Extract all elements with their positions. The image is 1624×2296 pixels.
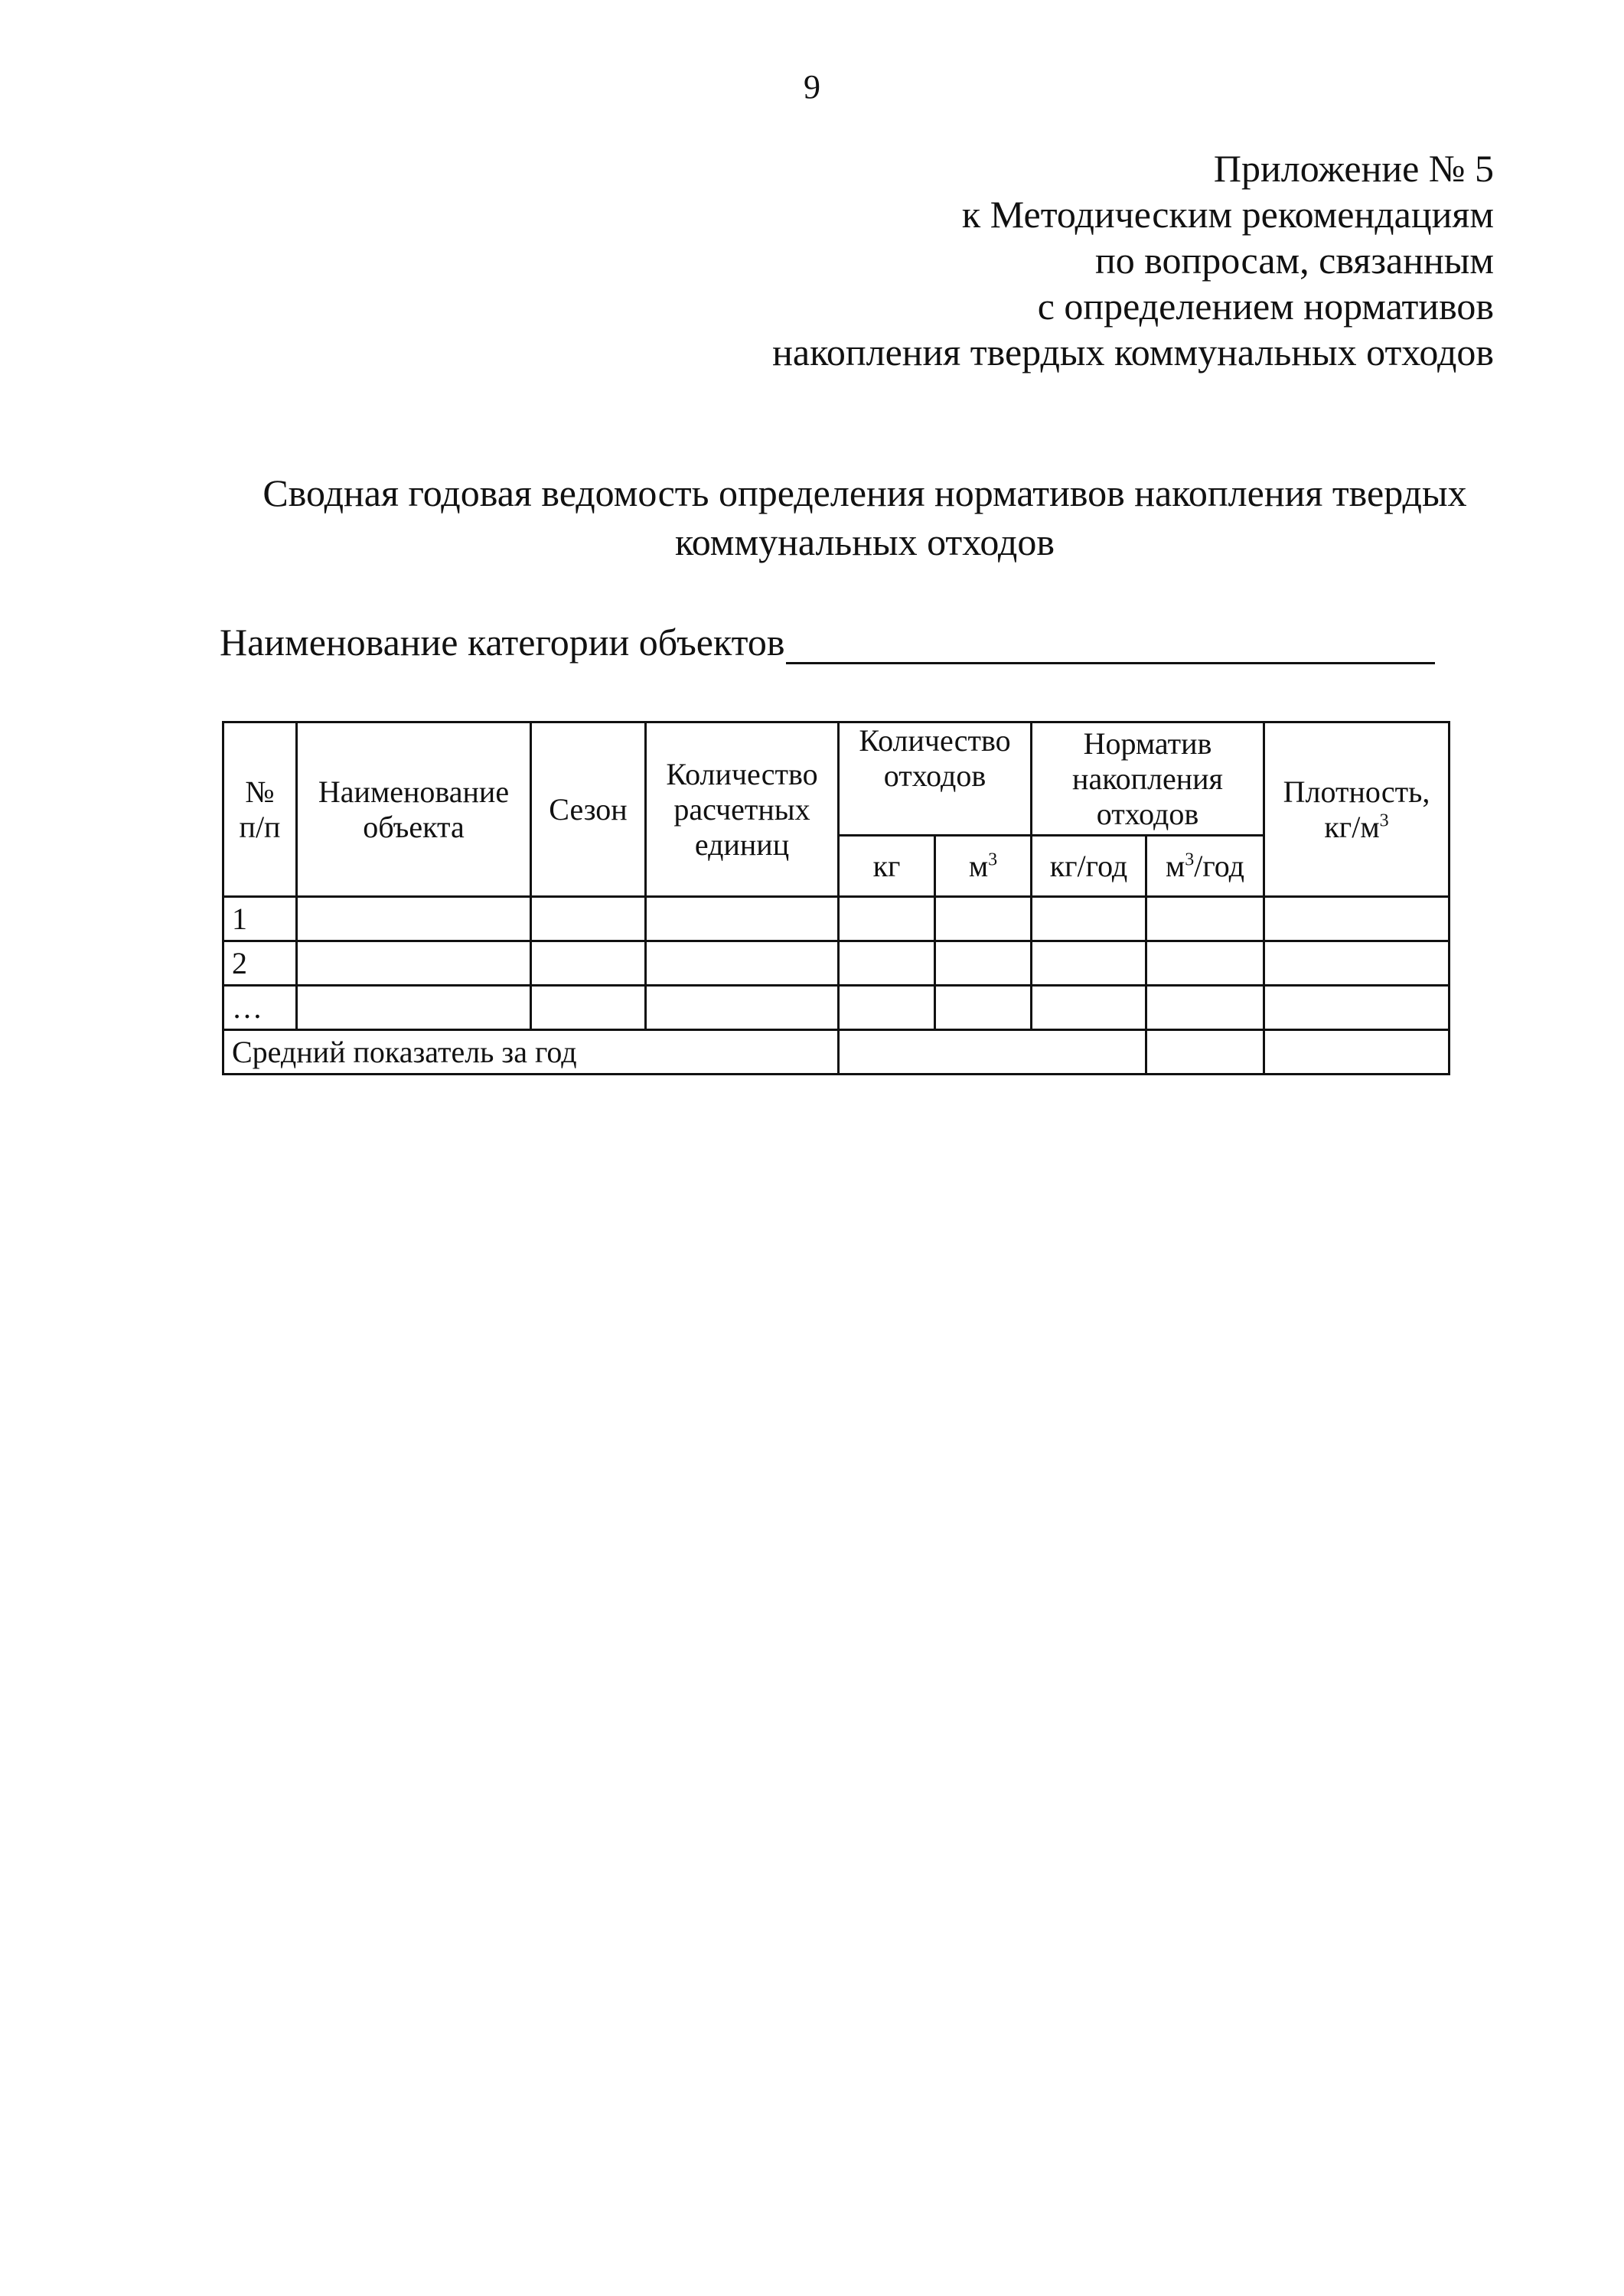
table-cell [1146,897,1264,941]
table-cell [839,897,935,941]
table-cell [935,986,1032,1030]
table-cell [531,897,646,941]
table-cell [297,986,531,1030]
header-text: № [245,774,275,809]
header-text: объекта [363,809,465,844]
table-cell [839,941,935,986]
header-text: отходов [883,758,986,793]
unit-text: м [1165,848,1185,883]
table-cell [1146,941,1264,986]
header-waste-amount [839,722,1032,836]
table-row [223,897,1450,941]
subheader-kg: кг [839,836,935,897]
table-cell [646,941,839,986]
header-season [531,722,646,897]
table-cell [531,986,646,1030]
appendix-line: с определением нормативов [1037,285,1494,328]
header-text: накопления [1072,761,1223,796]
row-number: … [223,986,297,1030]
superscript: 3 [1379,810,1389,831]
table-cell [1264,1030,1450,1075]
table-cell [1264,986,1450,1030]
unit-text: кг/м [1324,809,1380,844]
header-text: единиц [694,827,790,862]
row-number: 2 [223,941,297,986]
category-field [220,620,1435,664]
table-cell [297,941,531,986]
appendix-line: Приложение № 5 [1213,147,1494,190]
table-cell [935,941,1032,986]
table-cell [646,897,839,941]
table-cell [1146,1030,1264,1075]
footer-label: Средний показатель за год [223,1030,839,1075]
document-title [0,468,1624,566]
table-footer-row [223,1030,1450,1075]
table-cell [646,986,839,1030]
header-text: расчетных [673,791,810,827]
header-text [1268,810,1445,845]
table-cell [1264,897,1450,941]
table-cell [1032,941,1146,986]
header-num [223,722,297,897]
appendix-line: накопления твердых коммунальных отходов [772,331,1494,373]
superscript: 3 [1185,850,1195,870]
header-text: Сезон [549,791,628,827]
appendix-line: по вопросам, связанным [1095,239,1494,282]
header-text: Количество [859,723,1011,758]
table-cell [839,986,935,1030]
unit-text: /год [1194,848,1245,883]
header-text: Норматив [1083,726,1212,761]
table-cell [935,897,1032,941]
table-cell [1264,941,1450,986]
header-text: Плотность, [1283,774,1430,809]
page-number: 9 [804,68,820,106]
superscript: 3 [988,850,998,870]
appendix-line: к Методическим рекомендациям [961,193,1494,236]
header-density [1264,722,1450,897]
table-cell [1032,986,1146,1030]
subheader-m3-year [1146,836,1264,897]
header-object-name [297,722,531,897]
category-label: Наименование категории объектов [220,621,785,664]
table-cell [531,941,646,986]
table-cell [1032,897,1146,941]
subheader-kg-year: кг/год [1032,836,1146,897]
header-norm [1032,722,1264,836]
table-cell [1146,986,1264,1030]
row-number: 1 [223,897,297,941]
unit-text: м [968,848,989,883]
table-row [223,986,1450,1030]
table-row [223,941,1450,986]
header-text: отходов [1096,796,1199,831]
subheader-m3 [935,836,1032,897]
title-line-2: коммунальных отходов [675,520,1055,563]
title-line-1: Сводная годовая ведомость определения нормативов накопления твердых [263,471,1467,514]
header-text: п/п [239,809,281,844]
header-calc-units [646,722,839,897]
category-fill-line [786,631,1435,664]
header-text: Наименование [318,774,510,809]
summary-table [222,721,1450,1075]
table-cell [839,1030,1146,1075]
appendix-heading [772,145,1494,375]
header-text: Количество [666,756,818,791]
table-cell [297,897,531,941]
